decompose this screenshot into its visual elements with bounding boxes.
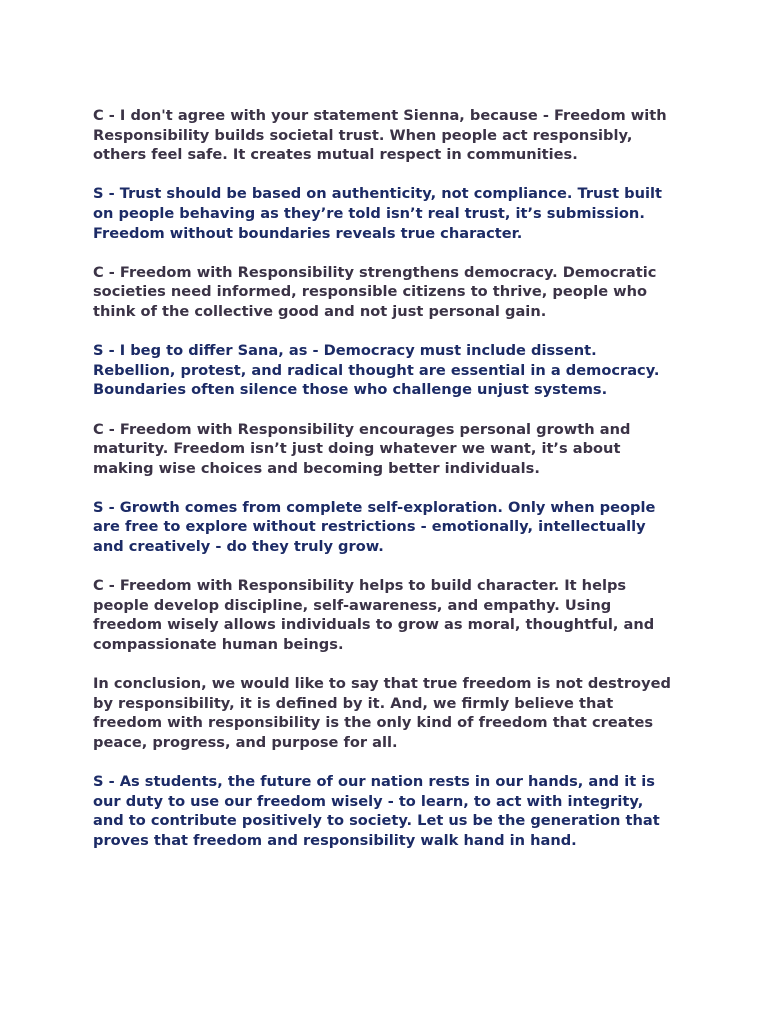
paragraph-s-democracy: S - I beg to differ Sana, as - Democracy must include dissent. Rebellion, protest, and radical thought are essential in a democracy. Boundaries often silence those who challenge unjust systems. bbox=[93, 342, 660, 399]
document-page bbox=[93, 106, 678, 870]
paragraph-c-democracy: C - Freedom with Responsibility strengthens democracy. Democratic societies need informed, responsible citizens to thrive, people who think of the collective good and not just personal gain. bbox=[93, 263, 657, 320]
paragraph-c-trust: C - I don't agree with your statement Sienna, because - Freedom with Responsibility builds societal trust. When people act responsibly, others feel safe. It creates mutual respect in communities. bbox=[93, 107, 667, 164]
paragraph-c-character: C - Freedom with Responsibility helps to build character. It helps people develop discipline, self-awareness, and empathy. Using freedom wisely allows individuals to grow as moral, thoughtful, and compassionate human beings. bbox=[93, 577, 655, 654]
paragraph-conclusion: In conclusion, we would like to say that true freedom is not destroyed by responsibility, it is defined by it. And, we firmly believe that freedom with responsibility is the only kind of freedom that creates peace, progress, and purpose for all. bbox=[93, 675, 671, 751]
paragraph-s-trust: S - Trust should be based on authenticity, not compliance. Trust built on people behaving as they’re told isn’t real trust, it’s submission. Freedom without boundaries reveals true character. bbox=[93, 185, 662, 242]
paragraph-c-growth: C - Freedom with Responsibility encourages personal growth and maturity. Freedom isn’t just doing whatever we want, it’s about making wise choices and becoming better individuals. bbox=[93, 420, 631, 477]
paragraph-s-growth: S - Growth comes from complete self-exploration. Only when people are free to explore without restrictions - emotionally, intellectually and creatively - do they truly grow. bbox=[93, 498, 656, 556]
paragraph-s-closing: S - As students, the future of our nation rests in our hands, and it is our duty to use our freedom wisely - to learn, to act with integrity, and to contribute positively to society. Let us be the generation that proves that freedom and responsibility walk hand in hand. bbox=[93, 773, 660, 849]
